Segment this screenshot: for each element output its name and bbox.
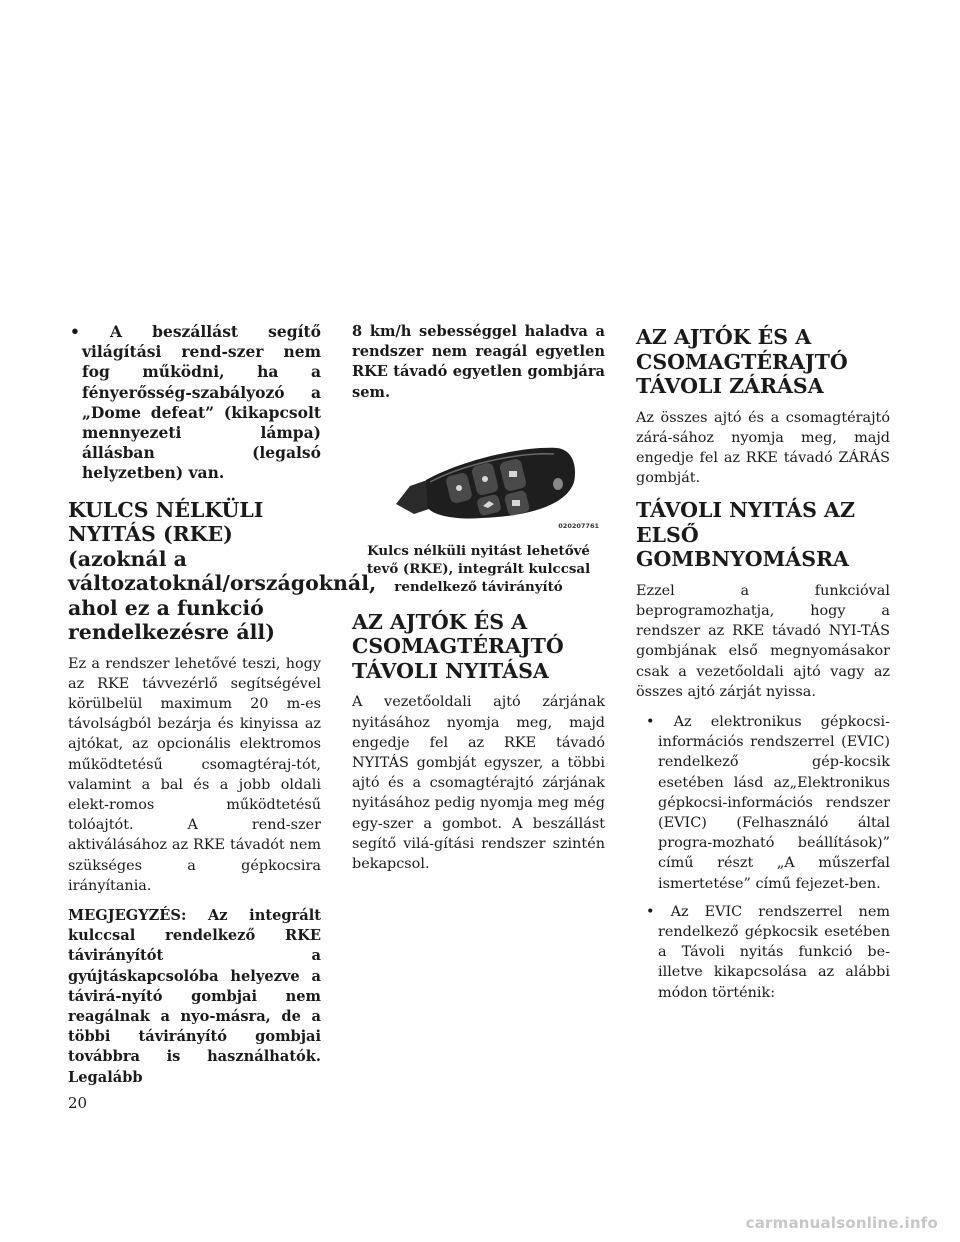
column-right: [636, 322, 890, 1011]
column-middle: [352, 322, 605, 884]
figure-caption: Kulcs nélküli nyitást lehetővé tevő (RKE), integrált kulccsal rendelkező távirányító: [366, 542, 591, 595]
key-ring-icon: [553, 478, 563, 490]
list-item: • Az elektronikus gépkocsi-információs rendszerrel (EVIC) rendelkező gép-kocsik esetében lásd az„Elektronikus gépkocsi-információs rendszer (EVIC) (Felhasználó által progra-mozható beállítások)” című részt „A műszerfal ismertetése” című fejezet-ben.: [646, 714, 890, 892]
section-heading-remote-unlock: AZ AJTÓK ÉS A CSOMAGTÉRAJTÓ TÁVOLI NYITÁSA: [352, 609, 564, 683]
key-fob-figure: [352, 416, 605, 532]
bullet-intro: • A beszállást segítő világítási rend-szer nem fog működni, ha a fényerősség-szabályozó a „Dome defeat” (kikapcsolt mennyezeti lámpa) állásban (legalsó helyzetben) van.: [70, 322, 321, 483]
list-item-text: Az EVIC rendszerrel nem rendelkező gépkocsik esetében a Távoli nyitás funkció be- illetve kikapcsolása az alábbi módon történik:: [658, 903, 890, 1001]
bullet-intro-text: A beszállást segítő világítási rend-szer nem fog működni, ha a fényerősség-szabályozó a „Dome defeat” (kikapcsolt mennyezeti lámpa) állásban (legalsó helyzetben) van.: [82, 322, 321, 483]
column-left: [68, 322, 377, 1088]
list-item: • Az EVIC rendszerrel nem rendelkező gépkocsik esetében a Távoli nyitás funkció be- illetve kikapcsolása az alábbi módon történik:: [646, 903, 890, 1001]
list-item-text: Az elektronikus gépkocsi-információs rendszerrel (EVIC) rendelkező gép-kocsik esetében lásd az„Elektronikus gépkocsi-információs rendszer (EVIC) (Felhasználó által progra-mozható beállítások)” című részt „A műszerfal ismertetése” című fejezet-ben.: [658, 714, 890, 892]
first-press-paragraph: Ezzel a funkcióval beprogramozhatja, hogy a rendszer az RKE távadó NYI-TÁS gombjának első megnyomásakor csak a vezetőoldali ajtó vagy az összes ajtó zárját nyissa.: [636, 582, 890, 700]
note-paragraph: MEGJEGYZÉS: Az integrált kulccsal rendelkező RKE távirányítót a gyújtáskapcsolóba helyezve a távirá-nyító gombjai nem reagálnak a nyo-másra, de a többi távirányító gombjai továbbra is használhatók. Legalább: [68, 907, 321, 1086]
section-heading-keyless-entry: KULCS NÉLKÜLI NYITÁS (RKE) (azoknál a változatoknál/országoknál, ahol ez a funkció rendelkezésre áll): [68, 497, 377, 645]
keyless-entry-paragraph: Ez a rendszer lehetővé teszi, hogy az RKE távvezérlő segítségével körülbelül maximum 20 m-es távolságból bezárja és kinyissa az ajtókat, az opcionális elektromos működtetésű csomagtéraj-tót, valamint a bal és a jobb oldali elekt-romos működtetésű tolóajtót. A rend-szer aktiválásához az RKE távadót nem szükséges a gépkocsira irányítania.: [68, 655, 321, 894]
note-continuation: 8 km/h sebességgel haladva a rendszer nem reagál egyetlen RKE távadó egyetlen gombjára sem.: [352, 323, 605, 401]
remote-unlock-paragraph: A vezetőoldali ajtó zárjának nyitásához nyomja meg, majd engedje fel az RKE távadó NYITÁS gombját egyszer, a többi ajtó és a csomagtérajtó zárjának nyitásához pedig nyomja meg még egy-szer a gombot. A beszállást segítő vilá-gítási rendszer szintén bekapcsol.: [352, 694, 605, 872]
page-number: 20: [68, 1094, 88, 1112]
watermark: carmanualsonline.info: [745, 1214, 938, 1232]
figure-code: 020207761: [558, 521, 599, 530]
section-heading-first-press-unlock: TÁVOLI NYITÁS AZ ELSŐ GOMBNYOMÁSRA: [636, 498, 855, 572]
remote-lock-paragraph: Az összes ajtó és a csomagtérajtó zárá-sához nyomja meg, majd engedje fel az RKE távadó ZÁRÁS gombját.: [636, 409, 890, 487]
key-fob-image: [352, 416, 605, 532]
section-heading-remote-lock: AZ AJTÓK ÉS A CSOMAGTÉRAJTÓ TÁVOLI ZÁRÁSA: [636, 325, 848, 398]
